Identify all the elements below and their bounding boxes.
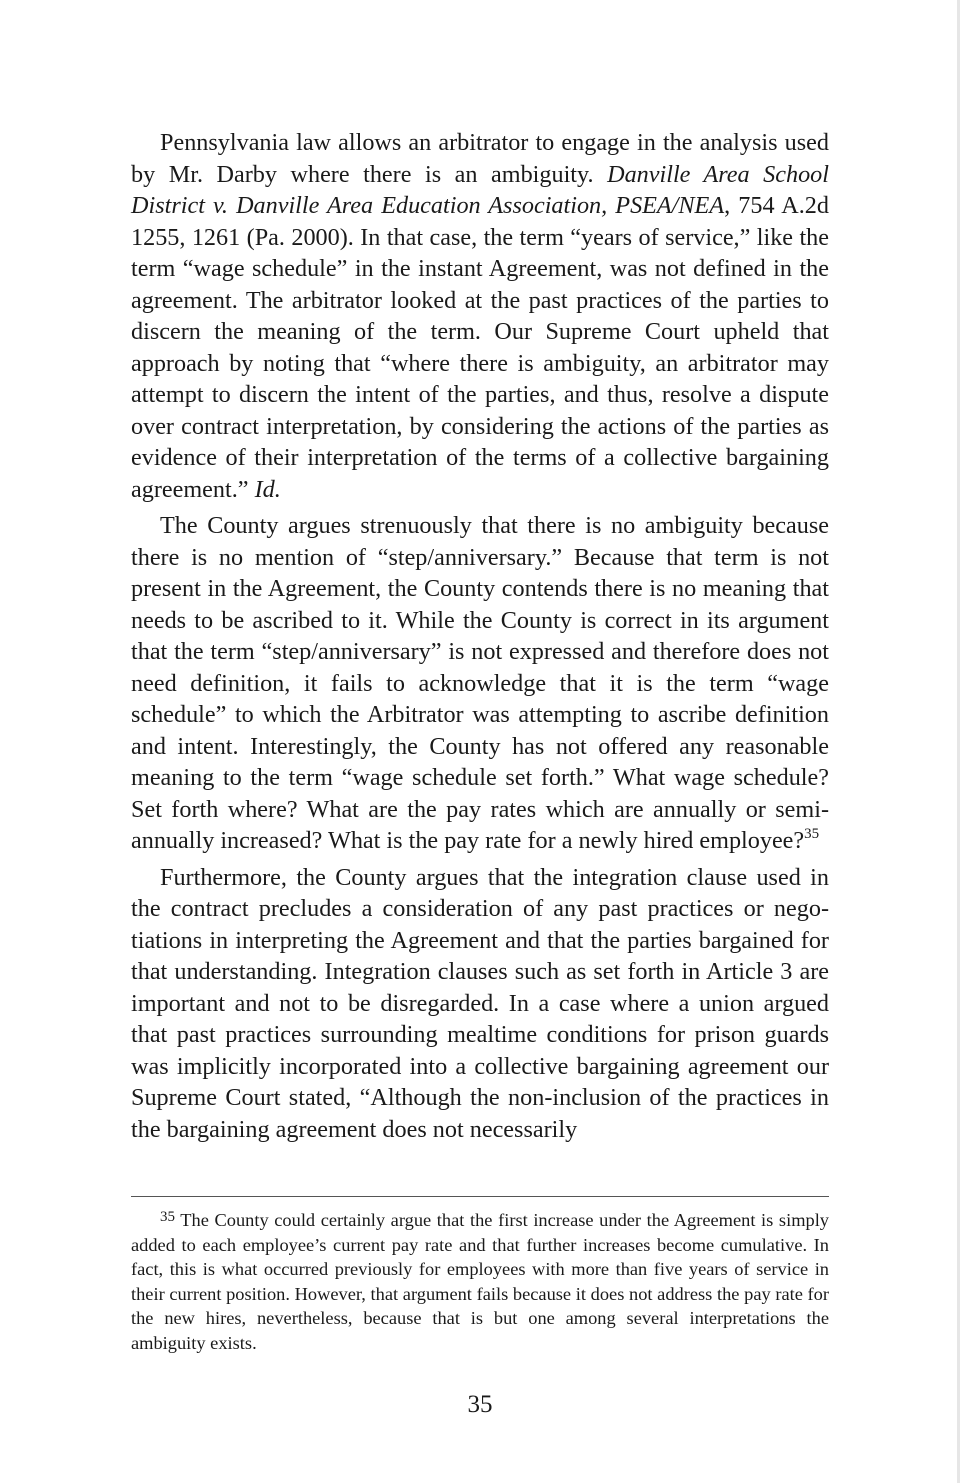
paragraph-2-text: The County argues strenuously that there is no ambiguity because there is no mention of “step/anniversary.” Because that term is not present in the Agreement, the County contends there is no meaning that needs to be ascribed to it. While the County is correct in its argument that the term “step/anniversary” is not expressed and therefore does not need definition, it fails to acknowledge that it is the term “wage schedule” to which the Arbitrator was attempting to ascribe definition and intent. Interestingly, the County has not offered any reasonable meaning to the term “wage schedule set forth.” What wage schedule? Set forth where? What are the pay rates which are annually or semi-annually increased? What is the pay rate for a newly hired employee? bbox=[131, 512, 829, 854]
page-number: 35 bbox=[467, 1391, 493, 1418]
footnote-35 bbox=[131, 1208, 829, 1356]
paragraph-1-text: Pennsylvania law allows an arbitrator to engage in the analysis used by Mr. Darby where there is an ambiguity. bbox=[131, 129, 829, 188]
paragraph-1-text-cont: , 754 A.2d 1255, 1261 (Pa. 2000). In that case, the term “years of service,” like the term “wage schedule” in the instant Agreement, was not defined in the agreement. The arbitrator looked at the past practices of the parties to discern the meaning of the term. Our Supreme Court upheld that approach by noting that “where there is ambiguity, an arbitrator may attempt to discern the intent of the parties, and thus, resolve a dispute over contract interpretation, by considering the actions of the parties as evidence of their interpretation of the terms of a collective bargaining agreement.” bbox=[131, 192, 829, 503]
main-text bbox=[131, 127, 829, 1150]
footnote-text: The County could certainly argue that the first increase under the Agreement is simply added to each employee’s current pay rate and that further increases become cumulative. In fact, this is what occurred previously for employees with more than five years of service in their current position. However, that argument fails because it does not address the pay rate for the new hires, nevertheless, because that is but one among several interpretations the ambiguity exists. bbox=[131, 1210, 829, 1353]
footnote bbox=[131, 1208, 829, 1356]
paragraph-3 bbox=[131, 862, 829, 1146]
footnote-reference[interactable]: 35 bbox=[804, 826, 820, 842]
paragraph-1 bbox=[131, 127, 829, 505]
footnote-divider bbox=[131, 1196, 829, 1197]
case-citation: Danville Area School District v. Danville Area Education Association, PSEA/NEA bbox=[131, 160, 829, 219]
paragraph-3-text: Furthermore, the County argues that the integration clause used in the contract precludes a consideration of any past practices or negotiations in interpreting the Agreement and that the parties bargained for that understanding. Integration clauses such as set forth in Article 3 are important and not to be disregarded. In a case where a union argued that past practices surrounding mealtime conditions for prison guards was implicitly incorporated into a collective bargaining agreement our Supreme Court stated, “Although the non-inclusion of the practices in the bargaining agreement does not necessarily bbox=[131, 863, 829, 1143]
id-citation: Id. bbox=[254, 475, 281, 503]
paragraph-2 bbox=[131, 510, 829, 857]
footnote-mark: 35 bbox=[160, 1209, 175, 1225]
